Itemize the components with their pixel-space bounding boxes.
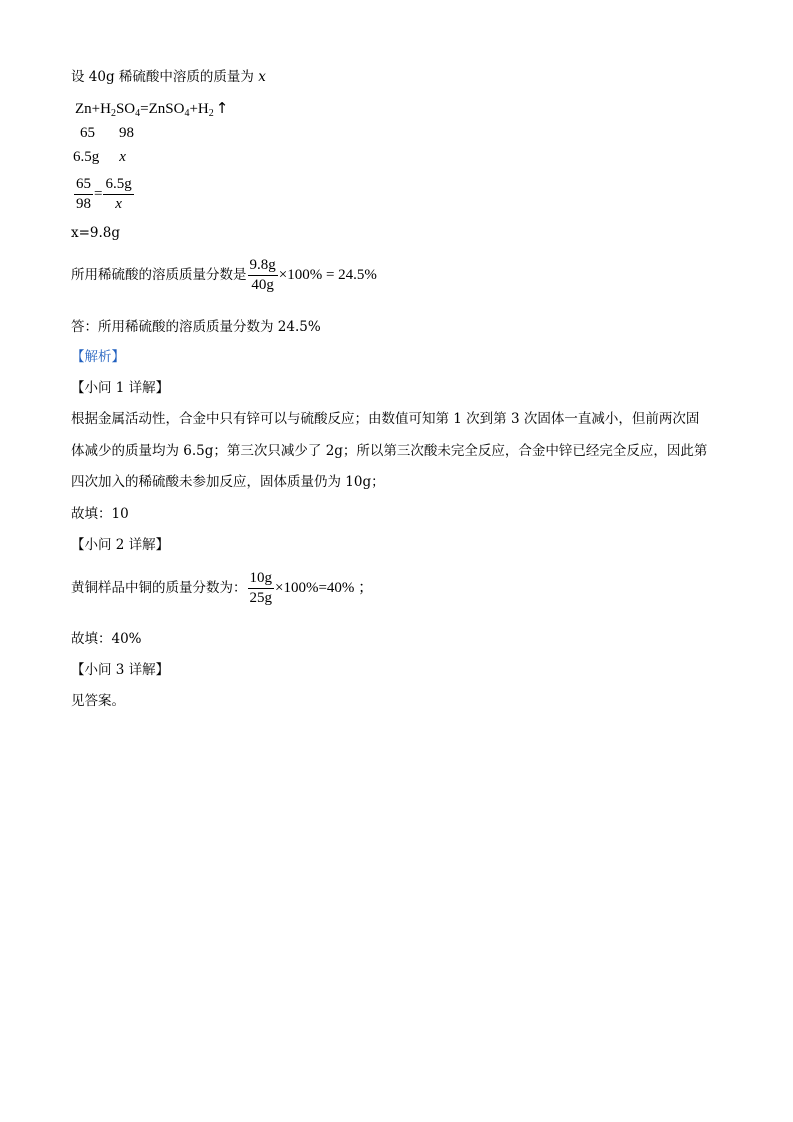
eq-zn: Zn+H (75, 101, 111, 117)
fraction-num: 9.8g (248, 257, 278, 276)
fraction-den: x (115, 196, 122, 212)
fraction-65-98 (74, 176, 93, 213)
analysis-heading: 【解析】 (71, 349, 125, 365)
chemical-equation (75, 99, 228, 118)
mass-row (80, 124, 134, 142)
proportion (73, 176, 135, 213)
gas-arrow-icon: ↑ (215, 99, 229, 117)
setup-variable: x (258, 69, 266, 85)
answer-line: 答：所用稀硫酸的溶质质量分数为 24.5% (71, 319, 321, 335)
fraction-98-40 (248, 257, 278, 294)
eq-h: +H (189, 101, 209, 117)
q1-line-2: 体减少的质量均为 6.5g；第三次只减少了 2g；所以第三次酸未完全反应，合金中锌已经完全反应，因此第 (71, 443, 708, 459)
fraction-line-suffix: ×100% = 24.5% (278, 267, 377, 283)
q3-heading: 【小问 3 详解】 (71, 662, 170, 678)
given-row (73, 148, 126, 166)
eq-sub-2b: 2 (208, 108, 214, 119)
eq-sub-4: 4 (135, 108, 141, 119)
q1-line-3: 四次加入的稀硫酸未参加反应，固体质量仍为 10g； (71, 474, 385, 490)
q1-heading: 【小问 1 详解】 (71, 380, 170, 396)
eq-sub-4b: 4 (184, 108, 190, 119)
q1-fill: 故填：10 (71, 506, 129, 522)
setup-line (71, 68, 266, 86)
fraction-10-25 (248, 570, 275, 607)
q2-suffix: ×100%=40% ； (275, 580, 374, 596)
fraction-65g-x (103, 176, 133, 213)
fraction-num: 65 (74, 176, 93, 195)
eq-znso: =ZnSO (140, 101, 185, 117)
q2-fill: 故填：40% (71, 631, 142, 647)
q1-line-1: 根据金属活动性，合金中只有锌可以与硫酸反应；由数值可知第 1 次到第 3 次固体一直减小，但前两次固 (71, 411, 700, 427)
result-x: x=9.8g (71, 225, 121, 241)
fraction-line-prefix: 所用稀硫酸的溶质质量分数是 (71, 267, 247, 283)
fraction-num: 10g (248, 570, 275, 589)
fraction-num: 6.5g (103, 176, 133, 195)
q3-text: 见答案。 (71, 693, 125, 709)
given-x: x (119, 149, 126, 165)
mass-zn: 65 (80, 125, 95, 141)
setup-text: 设 40g 稀硫酸中溶质的质量为 (71, 69, 259, 85)
q2-heading: 【小问 2 详解】 (71, 537, 170, 553)
equals-sign: = (94, 185, 103, 202)
fraction-line (71, 257, 377, 294)
q2-prefix: 黄铜样品中铜的质量分数为： (71, 580, 247, 596)
q2-line (71, 570, 373, 607)
given-zn: 6.5g (73, 149, 100, 165)
eq-sub-2: 2 (110, 108, 116, 119)
fraction-den: 98 (76, 196, 91, 212)
fraction-den: 25g (249, 590, 272, 606)
mass-h2so4: 98 (119, 125, 134, 141)
eq-so: SO (115, 101, 136, 117)
fraction-den: 40g (251, 277, 274, 293)
